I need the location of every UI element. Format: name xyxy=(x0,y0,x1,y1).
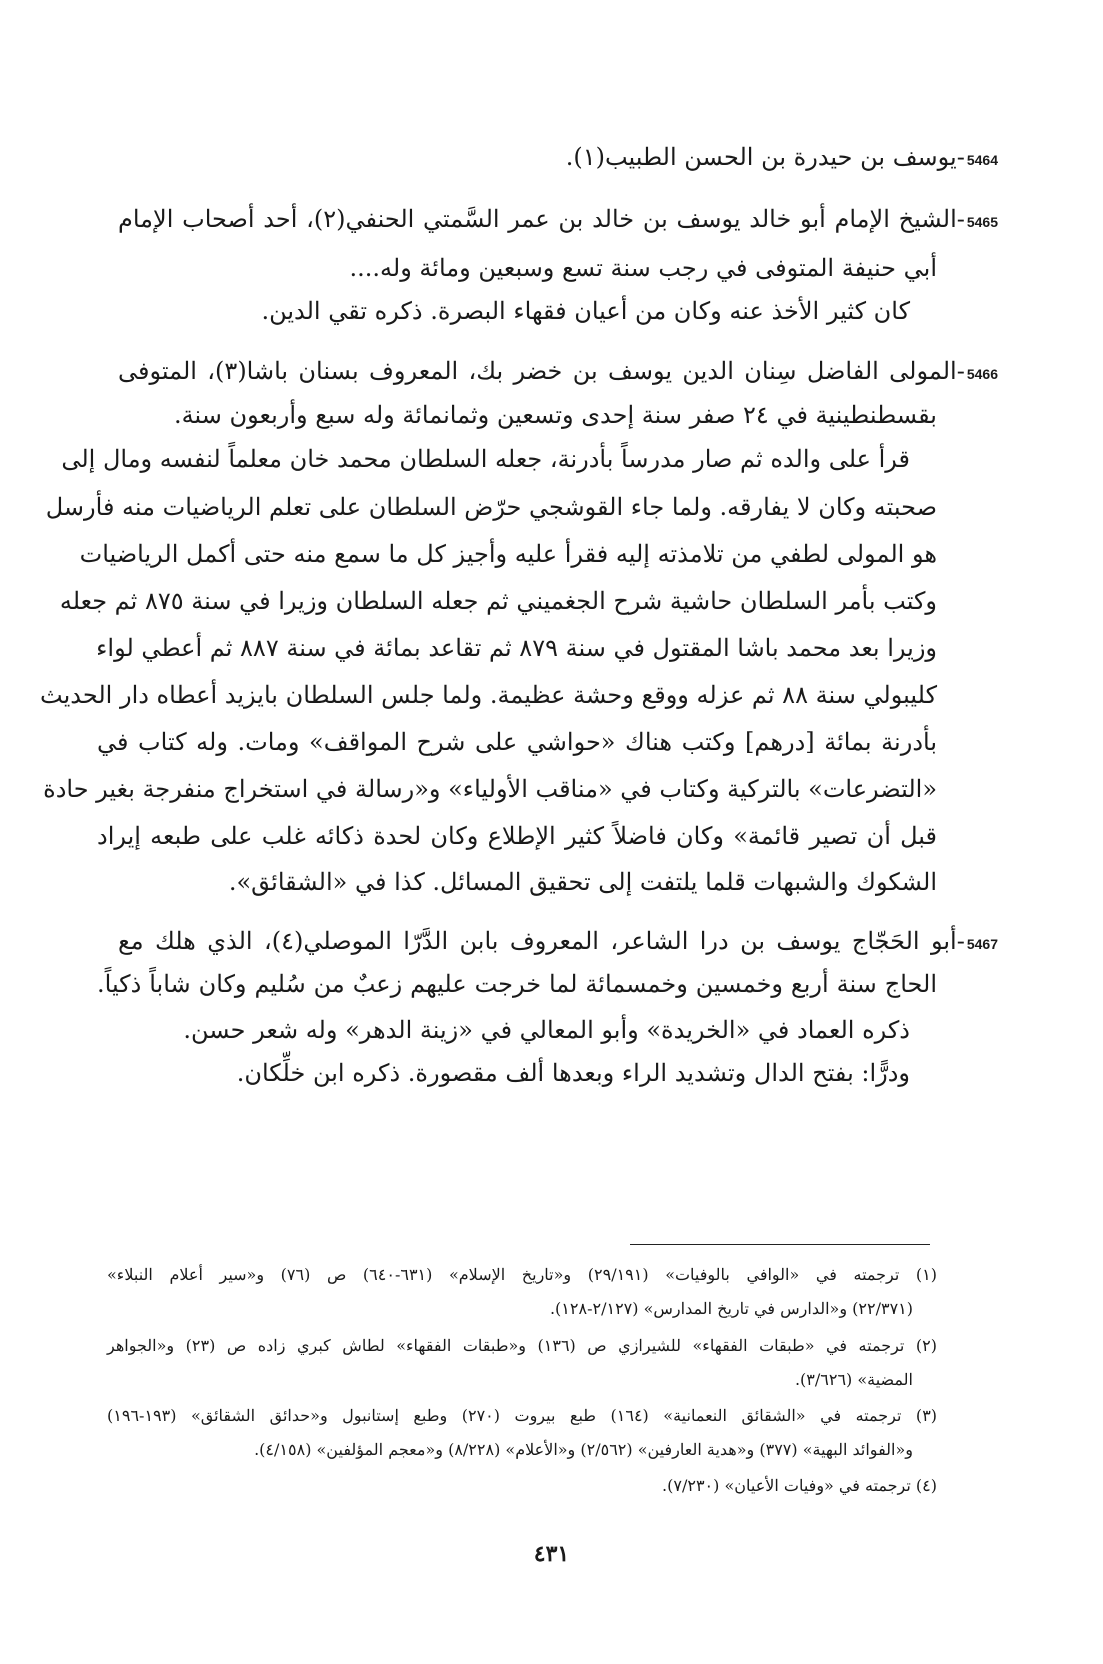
entry-5466-line-11: قبل أن تصير قائمة» وكان فاضلاً كثير الإطلاع وكان لحدة ذكائه غلب على طبعه إيراد xyxy=(97,822,937,850)
footnote-3-line-2: و«الفوائد البهية» (٣٧٧) و«هدية العارفين» (٢/٥٦٢) و«الأعلام» (٨/٢٢٨) و«معجم المؤلفين» (٤/١٥٨). xyxy=(254,1440,913,1459)
entry-5467-line-3: ذكره العماد في «الخريدة» وأبو المعالي في «زينة الدهر» وله شعر حسن. xyxy=(183,1016,910,1044)
entry-5465-line-2: أبي حنيفة المتوفى في رجب سنة تسع وسبعين ومائة وله.... xyxy=(349,254,937,282)
entry-5466-line-12: الشكوك والشبهات قلما يلتفت إلى تحقيق المسائل. كذا في «الشقائق». xyxy=(228,868,937,896)
entry-5466-line-10: «التضرعات» بالتركية وكتاب في «مناقب الأولياء» و«رسالة في استخراج منفرجة بغير حادة xyxy=(43,775,937,803)
entry-5466-line-9: بأدرنة بمائة [درهم] وكتب هناك «حواشي على شرح المواقف» ومات. وله كتاب في xyxy=(97,728,937,756)
entry-5467-line-2: الحاج سنة أربع وخمسين وخمسمائة لما خرجت عليهم زعبٌ من سُليم وكان شاباً ذكياً. xyxy=(97,970,937,998)
entry-5466-line-5: هو المولى لطفي من تلامذته إليه فقرأ عليه وأجيز كل ما سمع منه حتى أكمل الرياضيات xyxy=(79,540,937,568)
entry-5467-line-4: ودرًّا: بفتح الدال وتشديد الراء وبعدها ألف مقصورة. ذكره ابن خلِّكان. xyxy=(236,1059,910,1087)
entry-5466-line-2: بقسطنطينية في ٢٤ صفر سنة إحدى وتسعين وثمانمائة وله سبع وأربعون سنة. xyxy=(173,401,937,429)
footnote-separator xyxy=(630,1244,930,1245)
footnote-4: (٤) ترجمته في «وفيات الأعيان» (٧/٢٣٠). xyxy=(662,1476,937,1495)
footnote-2-line-1: (٢) ترجمته في «طبقات الفقهاء» للشيرازي ص (١٣٦) و«طبقات الفقهاء» لطاش كبري زاده ص (٢٣) و«الجواهر xyxy=(107,1336,938,1355)
entry-5465-line-1: 5465-الشيخ الإمام أبو خالد يوسف بن خالد بن عمر السَّمتي الحنفي(٢)، أحد أصحاب الإمام xyxy=(118,205,998,233)
entry-5466-line-4: صحبته وكان لا يفارقه. ولما جاء القوشجي حرّض السلطان على تعلم الرياضيات منه فأرسل xyxy=(45,493,937,521)
entry-5466-line-1: 5466-المولى الفاضل سِنان الدين يوسف بن خضر بك، المعروف بسنان باشا(٣)، المتوفى xyxy=(118,357,998,385)
entry-5465-line-3: كان كثير الأخذ عنه وكان من أعيان فقهاء البصرة. ذكره تقي الدين. xyxy=(261,297,910,325)
entry-5466-line-7: وزيرا بعد محمد باشا المقتول في سنة ٨٧٩ ثم تقاعد بمائة في سنة ٨٨٧ ثم أعطي لواء xyxy=(96,634,937,662)
entry-5464-line-1: 5464-يوسف بن حيدرة بن الحسن الطبيب(١). xyxy=(565,143,998,171)
entry-number: 5466 xyxy=(966,366,998,382)
entry-number: 5464 xyxy=(966,152,998,168)
footnote-1-line-1: (١) ترجمته في «الوافي بالوفيات» (٢٩/١٩١) و«تاريخ الإسلام» (٦٣١-٦٤٠) ص (٧٦) و«سير أعلام النبلاء» xyxy=(107,1265,938,1284)
footnote-1-line-2: (٢٢/٣٧١) و«الدارس في تاريخ المدارس» (٢/١٢٧-١٢٨). xyxy=(549,1299,913,1318)
entry-5466-line-6: وكتب بأمر السلطان حاشية شرح الجغميني ثم جعله السلطان وزيرا في سنة ٨٧٥ ثم جعله xyxy=(59,587,937,615)
entry-5466-line-8: كليبولي سنة ٨٨ ثم عزله ووقع وحشة عظيمة. ولما جلس السلطان بايزيد أعطاه دار الحديث xyxy=(40,681,937,709)
entry-5466-line-3: قرأ على والده ثم صار مدرساً بأدرنة، جعله السلطان محمد خان معلماً لنفسه ومال إلى xyxy=(61,445,910,473)
footnote-3-line-1: (٣) ترجمته في «الشقائق النعمانية» (١٦٤) طبع بيروت (٢٧٠) وطبع إستانبول و«حدائق الشقائق» (١٩٣-١٩٦) xyxy=(107,1406,938,1425)
entry-number: 5465 xyxy=(966,214,998,230)
page-number: ٤٣١ xyxy=(533,1541,570,1567)
entry-number: 5467 xyxy=(966,936,998,952)
entry-5467-line-1: 5467-أبو الحَجّاج يوسف بن درا الشاعر، المعروف بابن الدَّرّا الموصلي(٤)، الذي هلك مع xyxy=(118,927,998,955)
footnote-2-line-2: المضية» (٣/٦٢٦). xyxy=(794,1370,913,1389)
